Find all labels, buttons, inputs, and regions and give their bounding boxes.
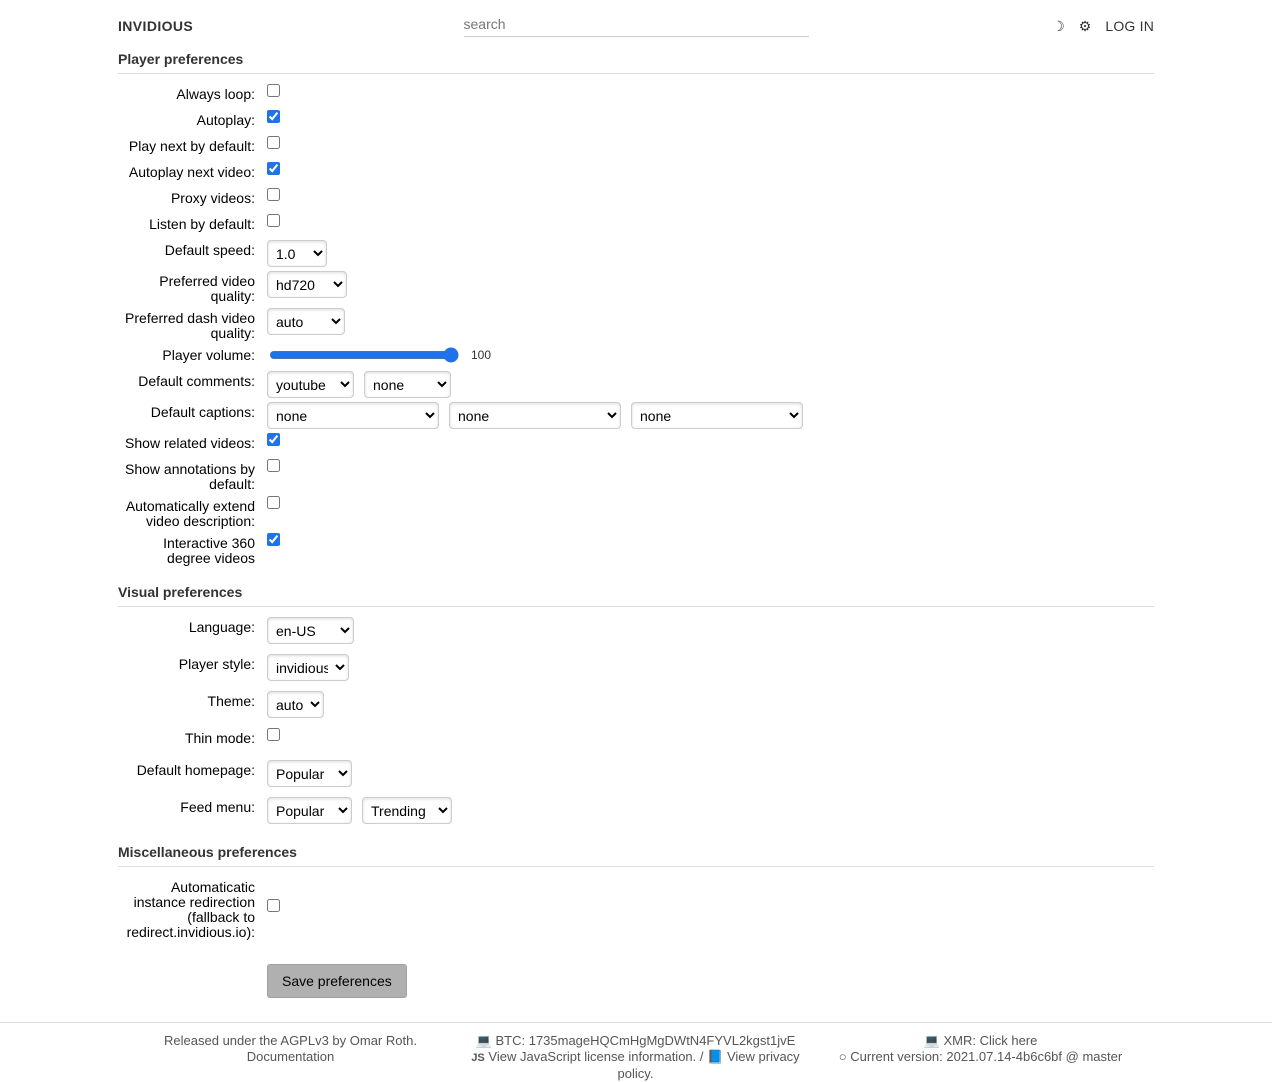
pref-row-always-loop bbox=[118, 84, 1154, 106]
select-captions-1[interactable] bbox=[267, 402, 439, 429]
select-theme[interactable] bbox=[267, 691, 324, 718]
label-autoplay-next: Autoplay next video: bbox=[128, 164, 255, 180]
checkbox-proxy-videos[interactable] bbox=[267, 188, 280, 201]
checkbox-instance-redirect[interactable] bbox=[267, 899, 280, 912]
book-icon: 📘 bbox=[707, 1049, 724, 1064]
label-theme: Theme: bbox=[207, 693, 255, 709]
pref-row-volume bbox=[118, 345, 1154, 367]
select-language[interactable] bbox=[267, 617, 354, 644]
label-player-style: Player style: bbox=[178, 656, 255, 672]
footer-xmr-link[interactable]: Click here bbox=[979, 1033, 1038, 1048]
label-extend-description: Automatically extend video description: bbox=[125, 498, 255, 529]
search-form bbox=[464, 14, 809, 37]
pref-row-default-speed bbox=[118, 240, 1154, 267]
select-preferred-dash[interactable] bbox=[267, 308, 345, 335]
pref-row-extend-description bbox=[118, 496, 1154, 529]
footer-privacy-link[interactable]: View privacy policy. bbox=[617, 1049, 800, 1081]
pref-row-annotations bbox=[118, 459, 1154, 492]
select-comments-primary[interactable] bbox=[267, 371, 354, 398]
pref-row-player-style bbox=[118, 654, 1154, 681]
save-preferences-button[interactable]: Save preferences bbox=[267, 964, 407, 998]
pref-row-instance-redirect bbox=[118, 877, 1154, 940]
select-feed-menu-1[interactable] bbox=[267, 797, 352, 824]
footer-js-license-link[interactable]: View JavaScript license information. bbox=[488, 1049, 697, 1064]
select-preferred-quality[interactable] bbox=[267, 271, 347, 298]
label-preferred-dash: Preferred dash video quality: bbox=[125, 310, 255, 341]
pref-row-theme bbox=[118, 691, 1154, 718]
select-captions-3[interactable] bbox=[631, 402, 803, 429]
pref-row-preferred-quality bbox=[118, 271, 1154, 304]
label-default-homepage: Default homepage: bbox=[136, 762, 255, 778]
pref-row-interactive-360 bbox=[118, 533, 1154, 566]
navbar-left bbox=[0, 18, 345, 34]
pref-row-language bbox=[118, 617, 1154, 644]
pref-row-default-homepage bbox=[118, 760, 1154, 787]
pref-row-related-videos bbox=[118, 433, 1154, 455]
footer-separator: / bbox=[699, 1049, 704, 1064]
pref-row-proxy-videos bbox=[118, 188, 1154, 210]
label-interactive-360: Interactive 360 degree videos bbox=[163, 535, 255, 566]
select-default-speed[interactable] bbox=[267, 240, 327, 267]
pref-row-thin-mode bbox=[118, 728, 1154, 750]
pref-row-play-next bbox=[118, 136, 1154, 158]
checkbox-extend-description[interactable] bbox=[267, 496, 280, 509]
footer-btc-line bbox=[463, 1033, 808, 1049]
checkbox-play-next[interactable] bbox=[267, 136, 280, 149]
pref-row-feed-menu bbox=[118, 797, 1154, 824]
checkbox-annotations[interactable] bbox=[267, 459, 280, 472]
label-instance-redirect: Automaticatic instance redirection (fallback to redirect.invidious.io): bbox=[126, 879, 255, 940]
label-always-loop: Always loop: bbox=[176, 86, 255, 102]
checkbox-autoplay-next[interactable] bbox=[267, 162, 280, 175]
save-spacer bbox=[118, 964, 267, 998]
checkbox-always-loop[interactable] bbox=[267, 84, 280, 97]
label-feed-menu: Feed menu: bbox=[180, 799, 255, 815]
brand-logo[interactable]: INVIDIOUS bbox=[118, 17, 194, 34]
label-related-videos: Show related videos: bbox=[125, 435, 255, 451]
navbar-center bbox=[345, 14, 927, 37]
checkbox-autoplay[interactable] bbox=[267, 110, 280, 123]
pref-row-preferred-dash bbox=[118, 308, 1154, 341]
label-thin-mode: Thin mode: bbox=[184, 730, 255, 746]
volume-value: 100 bbox=[471, 348, 492, 362]
footer-btc-col bbox=[463, 1033, 808, 1082]
footer-license-text: Released under the AGPLv3 by Omar Roth. bbox=[164, 1033, 417, 1048]
label-listen-default: Listen by default: bbox=[149, 216, 255, 232]
label-annotations: Show annotations by default: bbox=[125, 461, 255, 492]
checkbox-interactive-360[interactable] bbox=[267, 533, 280, 546]
login-link[interactable]: LOG IN bbox=[1105, 17, 1154, 34]
footer-version-link[interactable]: Current version: 2021.07.14-4b6c6bf @ master bbox=[850, 1049, 1123, 1064]
label-play-next: Play next by default: bbox=[128, 138, 255, 154]
checkbox-thin-mode[interactable] bbox=[267, 728, 280, 741]
select-player-style[interactable] bbox=[267, 654, 349, 681]
label-volume: Player volume: bbox=[162, 347, 255, 363]
footer-xmr-label: XMR: bbox=[943, 1033, 980, 1048]
footer-license-col bbox=[118, 1033, 463, 1082]
select-feed-menu-2[interactable] bbox=[362, 797, 452, 824]
footer-btc-link[interactable]: BTC: 1735mageHQCmHgMgDWtN4FYVL2kgst1jvE bbox=[495, 1033, 796, 1048]
pref-row-captions bbox=[118, 402, 1154, 429]
page-footer bbox=[0, 1022, 1272, 1082]
footer-xmr-col bbox=[808, 1033, 1153, 1082]
label-preferred-quality: Preferred video quality: bbox=[159, 273, 255, 304]
footer-documentation-link[interactable]: Documentation bbox=[246, 1049, 335, 1064]
select-default-homepage[interactable] bbox=[267, 760, 352, 787]
moon-icon[interactable]: ☽ bbox=[1052, 17, 1065, 34]
footer-xmr-line bbox=[808, 1033, 1153, 1049]
select-captions-2[interactable] bbox=[449, 402, 621, 429]
select-comments-secondary[interactable] bbox=[364, 371, 451, 398]
slider-player-volume[interactable] bbox=[269, 347, 459, 363]
js-badge-icon: JS bbox=[471, 1052, 485, 1064]
github-icon: ○ bbox=[838, 1049, 847, 1064]
section-title-misc: Miscellaneous preferences bbox=[118, 840, 1154, 867]
pref-row-listen-default bbox=[118, 214, 1154, 236]
pref-row-autoplay-next bbox=[118, 162, 1154, 184]
navbar-right bbox=[927, 18, 1272, 34]
label-default-comments: Default comments: bbox=[138, 373, 255, 389]
footer-version-line bbox=[808, 1049, 1153, 1065]
search-input[interactable] bbox=[464, 14, 809, 37]
save-row bbox=[118, 964, 1154, 998]
label-autoplay: Autoplay: bbox=[196, 112, 255, 128]
preferences-page bbox=[0, 47, 1272, 998]
section-title-visual: Visual preferences bbox=[118, 580, 1154, 607]
top-navbar bbox=[0, 0, 1272, 47]
gear-icon[interactable]: ⚙ bbox=[1078, 17, 1092, 34]
checkbox-related-videos[interactable] bbox=[267, 433, 280, 446]
label-language: Language: bbox=[188, 619, 255, 635]
pref-row-comments bbox=[118, 371, 1154, 398]
footer-js-line bbox=[463, 1049, 808, 1082]
monitor-icon: 💻 bbox=[475, 1033, 492, 1048]
pref-row-autoplay bbox=[118, 110, 1154, 132]
label-default-captions: Default captions: bbox=[150, 404, 255, 420]
monitor-icon-xmr: 💻 bbox=[923, 1033, 940, 1048]
label-default-speed: Default speed: bbox=[164, 242, 255, 258]
checkbox-listen-default[interactable] bbox=[267, 214, 280, 227]
section-title-player: Player preferences bbox=[118, 47, 1154, 74]
label-proxy-videos: Proxy videos: bbox=[170, 190, 255, 206]
